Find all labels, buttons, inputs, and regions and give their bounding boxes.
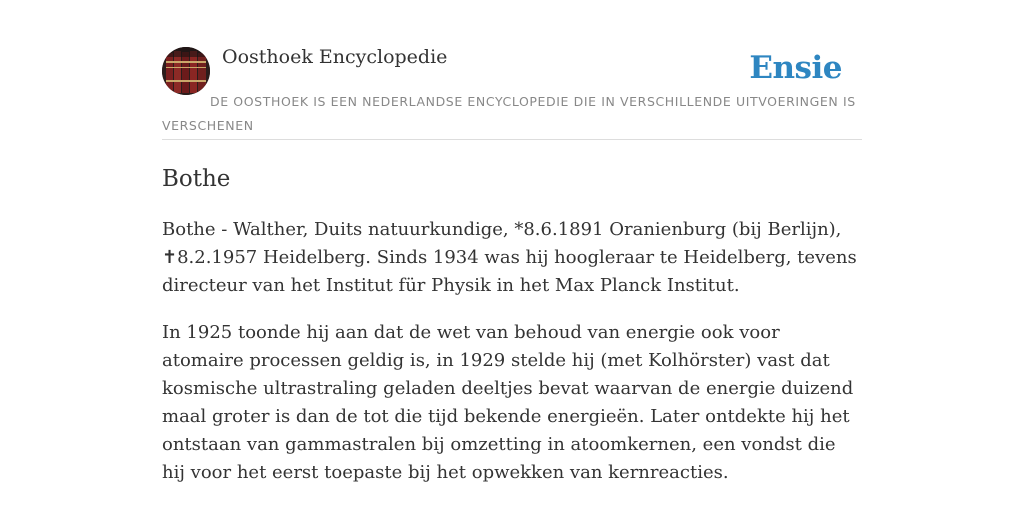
site-tagline: DE OOSTHOEK IS EEN NEDERLANDSE ENCYCLOPEDIE DIE IN VERSCHILLENDE UITVOERINGEN IS VERSCHENEN	[162, 94, 856, 133]
page	[162, 0, 862, 487]
article-title: Bothe	[162, 166, 231, 192]
site-header	[162, 0, 862, 140]
article-paragraph: Bothe - Walther, Duits natuurkundige, *8.6.1891 Oranienburg (bij Berlijn), ✝8.2.1957 Heidelberg. Sinds 1934 was hij hoogleraar te Heidelberg, tevens directeur van het Institut für Physik in het Max Planck Institut.	[162, 219, 857, 296]
site-title[interactable]: Oosthoek Encyclopedie	[222, 46, 448, 68]
brand-logo[interactable]: Ensie	[749, 50, 842, 86]
article-paragraph: In 1925 toonde hij aan dat de wet van behoud van energie ook voor atomaire processen geldig is, in 1929 stelde hij (met Kolhörster) vast dat kosmische ultrastraling geladen deeltjes bevat waarvan de energie duizend maal groter is dan de tot die tijd bekende energieën. Later ontdekte hij het ontstaan van gammastralen bij omzetting in atoomkernen, een vondst die hij voor het eerst toepaste bij het opwekken van kernreacties.	[162, 322, 854, 483]
encyclopedia-books-icon[interactable]	[162, 47, 210, 95]
